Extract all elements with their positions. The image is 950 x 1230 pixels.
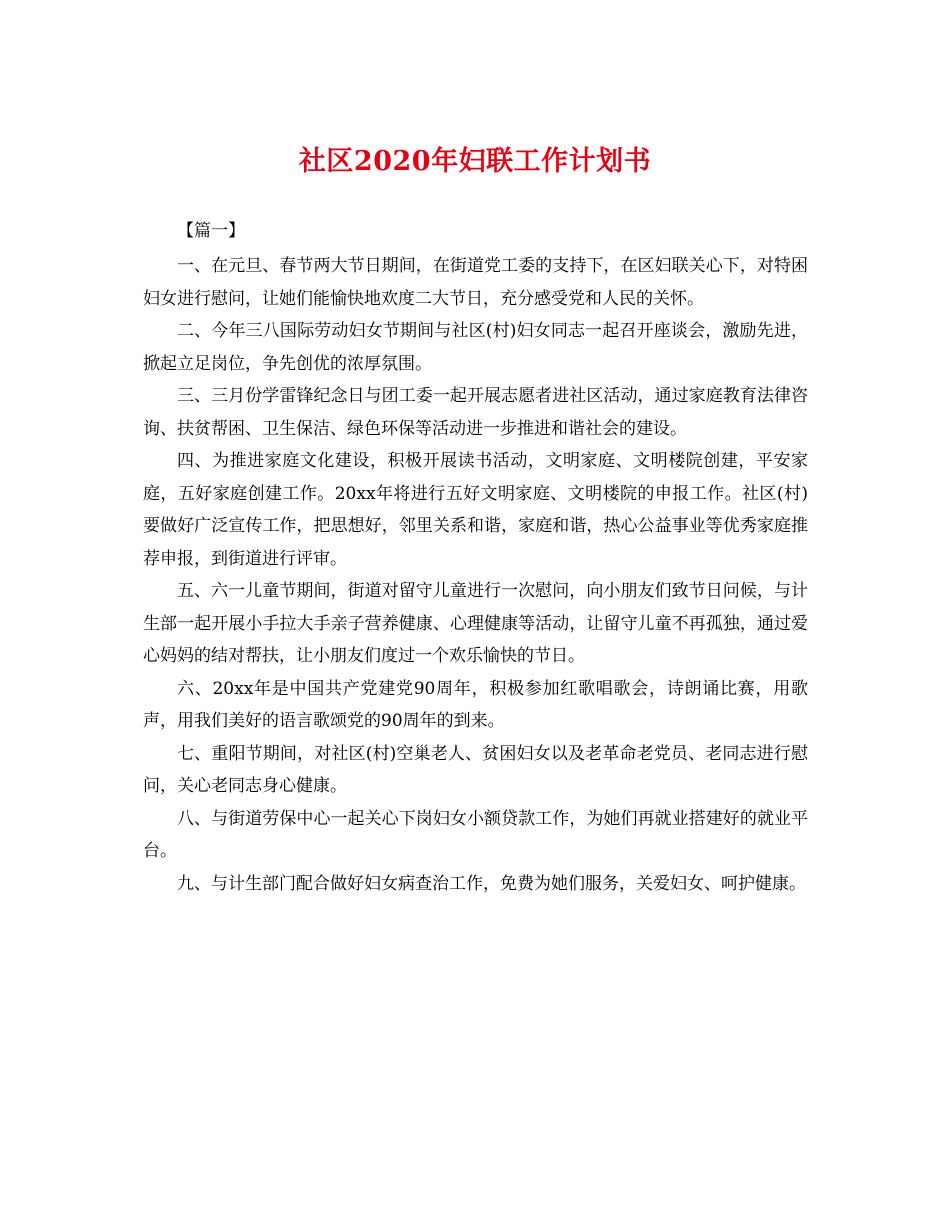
paragraph-4: 四、为推进家庭文化建设，积极开展读书活动，文明家庭、文明楼院创建，平安家庭，五好家庭创建工作。20xx年将进行五好文明家庭、文明楼院的申报工作。社区(村)要做好广泛宣传工作，把思想好，邻里关系和谐，家庭和谐，热心公益事业等优秀家庭推荐申报，到街道进行评审。 xyxy=(143,451,808,569)
section-label: 【篇一】 xyxy=(177,221,245,241)
paragraph-2: 二、今年三八国际劳动妇女节期间与社区(村)妇女同志一起召开座谈会，激励先进，掀起立足岗位，争先创优的浓厚氛围。 xyxy=(143,321,808,374)
paragraph-8: 八、与街道劳保中心一起关心下岗妇女小额贷款工作，为她们再就业搭建好的就业平台。 xyxy=(143,808,808,861)
document-title: 社区2020年妇联工作计划书 xyxy=(298,146,652,177)
paragraph-7: 七、重阳节期间，对社区(村)空巢老人、贫困妇女以及老革命老党员、老同志进行慰问，关心老同志身心健康。 xyxy=(143,743,808,796)
paragraph-6: 六、20xx年是中国共产党建党90周年，积极参加红歌唱歌会，诗朗诵比赛，用歌声，用我们美好的语言歌颂党的90周年的到来。 xyxy=(143,678,808,731)
paragraph-5: 五、六一儿童节期间，街道对留守儿童进行一次慰问，向小朋友们致节日问候，与计生部一起开展小手拉大手亲子营养健康、心理健康等活动，让留守儿童不再孤独，通过爱心妈妈的结对帮扶，让小朋友们度过一个欢乐愉快的节日。 xyxy=(143,581,808,666)
paragraph-9: 九、与计生部门配合做好妇女病查治工作，免费为她们服务，关爱妇女、呵护健康。 xyxy=(177,873,806,894)
paragraph-1: 一、在元旦、春节两大节日期间，在街道党工委的支持下，在区妇联关心下，对特困妇女进行慰问，让她们能愉快地欢度二大节日，充分感受党和人民的关怀。 xyxy=(143,256,808,309)
paragraph-3: 三、三月份学雷锋纪念日与团工委一起开展志愿者进社区活动，通过家庭教育法律咨询、扶贫帮困、卫生保洁、绿色环保等活动进一步推进和谐社会的建设。 xyxy=(143,386,808,439)
document-body xyxy=(143,219,808,900)
